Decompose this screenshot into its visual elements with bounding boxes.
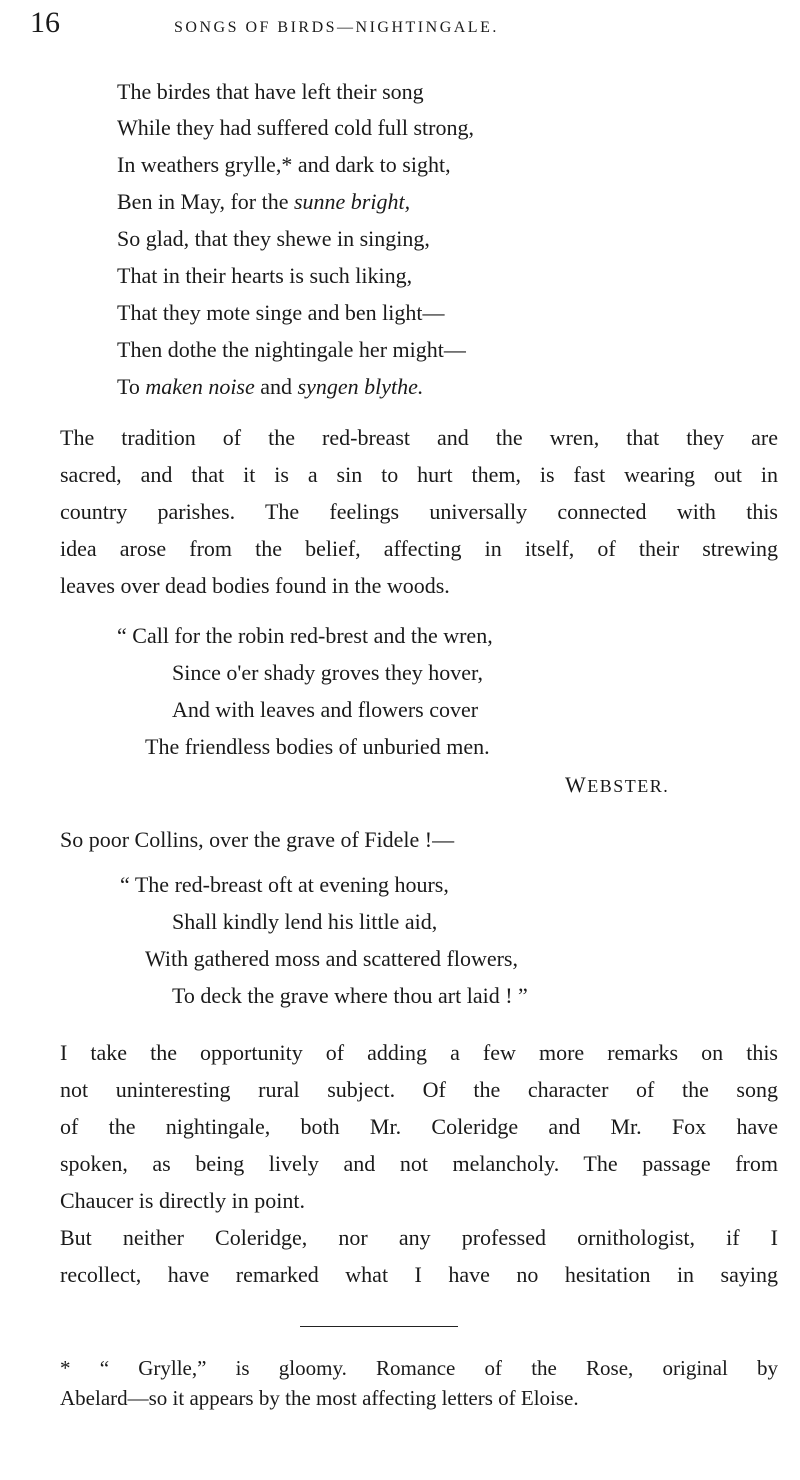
- verse-line: [117, 373, 423, 401]
- prose-line: of the nightingale, both Mr. Coleridge and Mr. Fox have: [60, 1114, 778, 1139]
- verse-line: The friendless bodies of unburied men.: [145, 734, 490, 759]
- prose-line: idea arose from the belief, affecting in itself, of their strewing: [60, 536, 778, 561]
- running-head: SONGS OF BIRDS—NIGHTINGALE.: [174, 19, 499, 36]
- verse-line: That in their hearts is such liking,: [117, 263, 413, 288]
- verse-line: In weathers grylle,* and dark to sight,: [117, 152, 451, 177]
- page-header: [30, 6, 770, 46]
- italic-phrase: maken noise: [145, 374, 255, 399]
- italic-phrase: sunne bright,: [293, 189, 411, 214]
- prose-line: Chaucer is directly in point.: [60, 1188, 305, 1213]
- verse-line: And with leaves and flowers cover: [172, 697, 479, 722]
- footnote-line: Abelard—so it appears by the most affecting letters of Eloise.: [60, 1386, 579, 1410]
- verse-line: That they mote singe and ben light—: [117, 300, 445, 325]
- italic-phrase: syngen blythe.: [297, 374, 424, 399]
- page-number: 16: [30, 6, 60, 39]
- verse-line: Shall kindly lend his little aid,: [172, 909, 438, 934]
- verse-text: and: [254, 374, 298, 399]
- prose-line: sacred, and that it is a sin to hurt them, is fast wearing out in: [60, 462, 778, 487]
- verse-line: The birdes that have left their song: [117, 79, 424, 104]
- verse-line: Since o'er shady groves they hover,: [172, 660, 483, 685]
- prose-line: recollect, have remarked what I have no hesitation in saying: [60, 1262, 778, 1287]
- prose-line: leaves over dead bodies found in the woods.: [60, 573, 450, 598]
- prose-line: not uninteresting rural subject. Of the character of the song: [60, 1077, 778, 1102]
- attribution-webster: [565, 772, 669, 799]
- attribution-initial: W: [565, 772, 588, 797]
- verse-text: To: [117, 374, 146, 399]
- verse-line: “ Call for the robin red-brest and the wren,: [117, 623, 493, 648]
- prose-line: I take the opportunity of adding a few more remarks on this: [60, 1040, 778, 1065]
- attribution-rest: EBSTER.: [587, 776, 670, 796]
- prose-line: spoken, as being lively and not melancholy. The passage from: [60, 1151, 778, 1176]
- verse-line: While they had suffered cold full strong,: [117, 115, 474, 140]
- verse-line: “ The red-breast oft at evening hours,: [120, 872, 449, 897]
- verse-line: With gathered moss and scattered flowers,: [145, 946, 518, 971]
- footnote-rule: [300, 1326, 458, 1327]
- footnote-line: * “ Grylle,” is gloomy. Romance of the Rose, original by: [60, 1356, 778, 1380]
- paragraph-collins: So poor Collins, over the grave of Fidele !—: [60, 827, 455, 852]
- prose-line: But neither Coleridge, nor any professed ornithologist, if I: [60, 1225, 778, 1250]
- verse-line: [117, 188, 410, 216]
- verse-line: Then dothe the nightingale her might—: [117, 337, 466, 362]
- prose-line: The tradition of the red-breast and the wren, that they are: [60, 425, 778, 450]
- verse-line: To deck the grave where thou art laid ! ”: [172, 983, 528, 1008]
- verse-text: Ben in May, for the: [117, 189, 294, 214]
- prose-line: country parishes. The feelings universally connected with this: [60, 499, 778, 524]
- verse-line: So glad, that they shewe in singing,: [117, 226, 430, 251]
